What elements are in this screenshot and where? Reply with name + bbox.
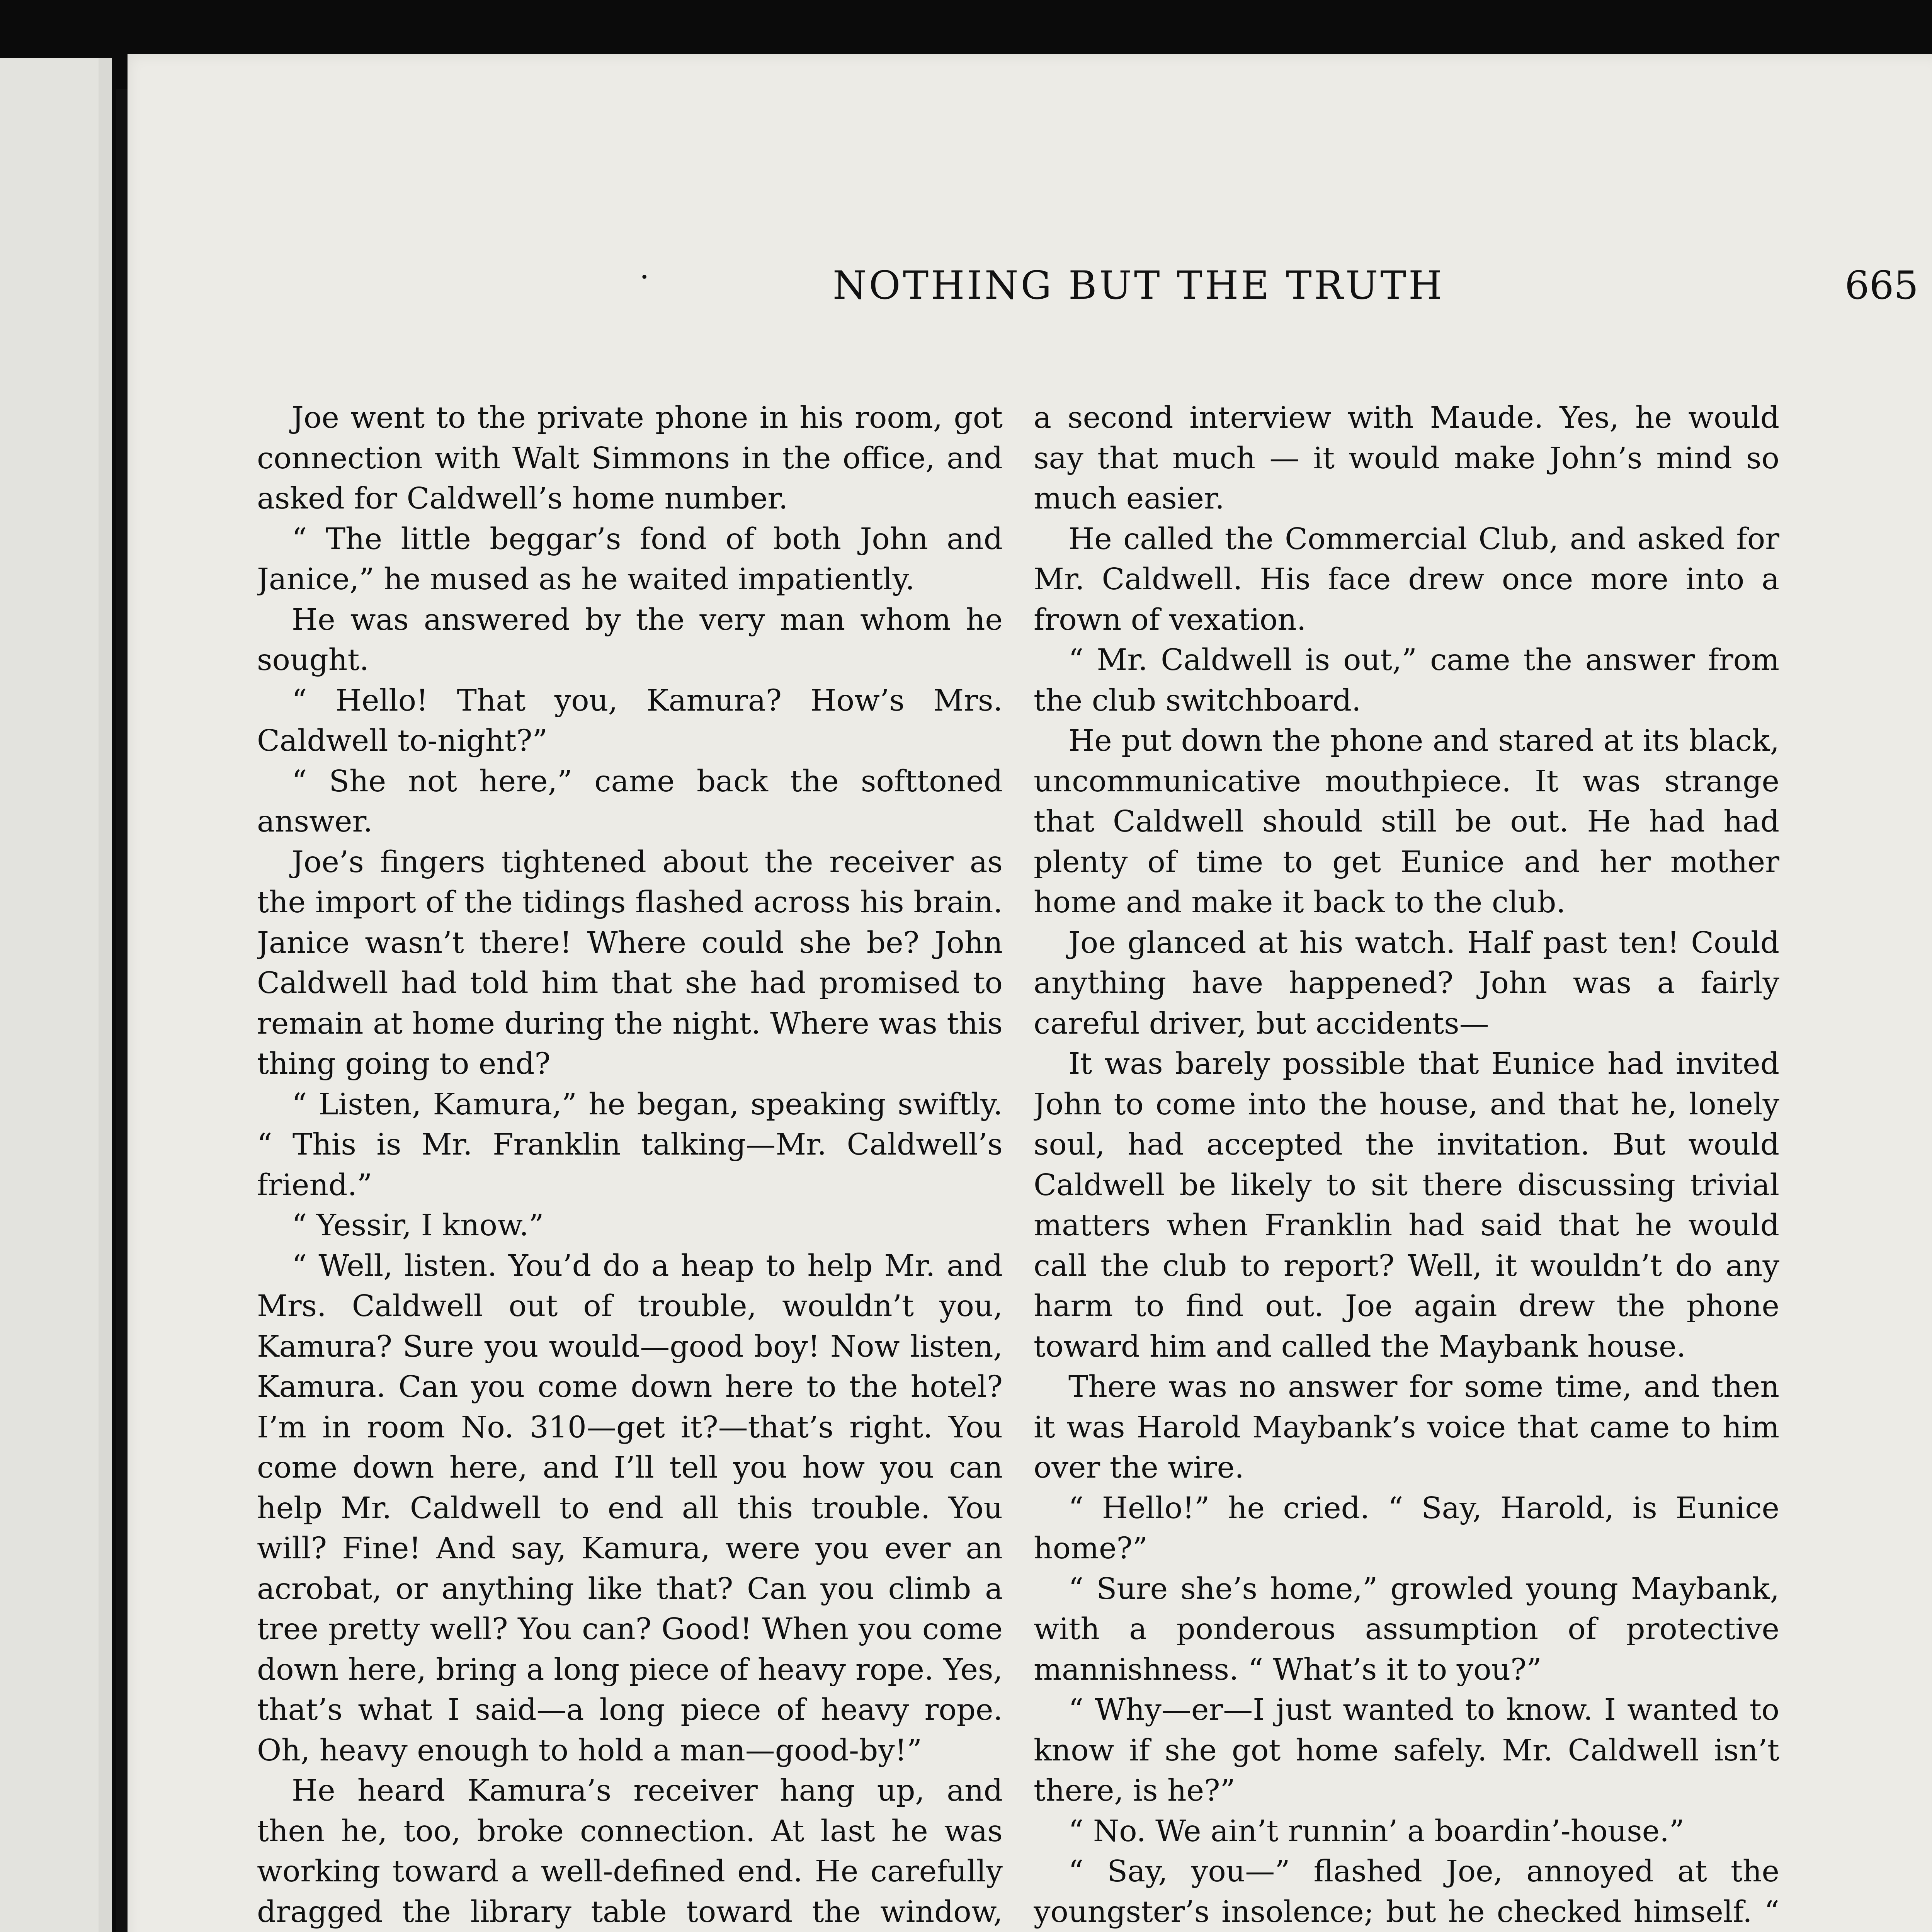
left-column <box>257 398 1003 1932</box>
paragraph: He put down the phone and stared at its black, uncommunicative mouthpiece. It was strange that Caldwell should still be out. He had had plenty of time to get Eunice and her mother home and make it back to the club. <box>1034 724 1779 920</box>
paragraph: “ Well, listen. You’d do a heap to help Mr. and Mrs. Caldwell out of trouble, wouldn’t you, Kamura? Sure you would—good boy! Now listen, Kamura. Can you come down here to the hotel? I’m in room No. 310—get it?—that’s right. You come down here, and I’ll tell you how you can help Mr. Caldwell to end all this trouble. You will? Fine! And say, Kamura, were you ever an acrobat, or anything like that? Can you climb a tree pretty well? You can? Good! When you come down here, bring a long piece of heavy rope. Yes, that’s what I said—a long piece of heavy rope. Oh, heavy enough to hold a man—good-by!” <box>257 1248 1003 1768</box>
paragraph: Joe’s fingers tightened about the receiver as the import of the tidings flashed across his brain. Janice wasn’t there! Where could she be? John Caldwell had told him that she had promised to remain at home during the night. Where was this thing going to end? <box>257 845 1003 1081</box>
paragraph: Joe went to the private phone in his room, got connection with Walt Simmons in the office, and asked for Caldwell’s home number. <box>257 401 1003 516</box>
paragraph: He called the Commercial Club, and asked for Mr. Caldwell. His face drew once more into a frown of vexation. <box>1034 522 1779 637</box>
paragraph: “ Why—er—I just wanted to know. I wanted to know if she got home safely. Mr. Caldwell isn’t there, is he?” <box>1034 1693 1779 1808</box>
paragraph: “ Hello! That you, Kamura? How’s Mrs. Caldwell to-night?” <box>257 683 1003 758</box>
paragraph: He heard Kamura’s receiver hang up, and then he, too, broke connection. At last he was working toward a well-defined end. He carefully dragged the library table toward the window, <box>257 1774 1003 1929</box>
paragraph: “ Listen, Kamura,” he began, speaking swiftly. “ This is Mr. Franklin talking—Mr. Caldwell’s friend.” <box>257 1087 1003 1202</box>
paragraph: “ Yessir, I know.” <box>292 1208 544 1243</box>
page-number: 665 <box>1845 263 1918 308</box>
left-page-edge <box>0 58 112 1932</box>
right-column <box>1034 398 1779 1932</box>
paragraph: “ Say, you—” flashed Joe, annoyed at the youngster’s insolence; but he checked himself. “ <box>1034 1854 1779 1929</box>
paragraph: There was no answer for some time, and then it was Harold Maybank’s voice that came to him over the wire. <box>1034 1370 1779 1485</box>
paragraph: a second interview with Maude. Yes, he would say that much — it would make John’s mind so much easier. <box>1034 401 1779 516</box>
paragraph: “ No. We ain’t runnin’ a boardin’-house.” <box>1068 1814 1685 1849</box>
running-header <box>639 259 1918 321</box>
header-dot: · <box>639 259 650 295</box>
paragraph: “ She not here,” came back the softtoned answer. <box>257 764 1003 839</box>
book-page <box>128 54 1932 1932</box>
paragraph: “ The little beggar’s fond of both John and Janice,” he mused as he waited impatiently. <box>257 522 1003 597</box>
paragraph: Joe glanced at his watch. Half past ten! Could anything have happened? John was a fairly careful driver, but accidents— <box>1034 925 1779 1041</box>
paragraph: “ Sure she’s home,” growled young Maybank, with a ponderous assumption of protective mannishness. “ What’s it to you?” <box>1034 1571 1779 1687</box>
paragraph: “ Mr. Caldwell is out,” came the answer from the club switchboard. <box>1034 643 1779 718</box>
running-title: NOTHING BUT THE TRUTH <box>833 263 1445 308</box>
paragraph: “ Hello!” he cried. “ Say, Harold, is Eunice home?” <box>1034 1491 1779 1566</box>
paragraph: It was barely possible that Eunice had invited John to come into the house, and that he, lonely soul, had accepted the invitation. But would Caldwell be likely to sit there discussing trivial matters when Franklin had said that he would call the club to report? Well, it wouldn’t do any harm to find out. Joe again drew the phone toward him and called the Maybank house. <box>1034 1047 1779 1364</box>
left-page-edge-inner <box>0 58 99 1932</box>
paragraph: He was answered by the very man whom he sought. <box>257 602 1003 677</box>
